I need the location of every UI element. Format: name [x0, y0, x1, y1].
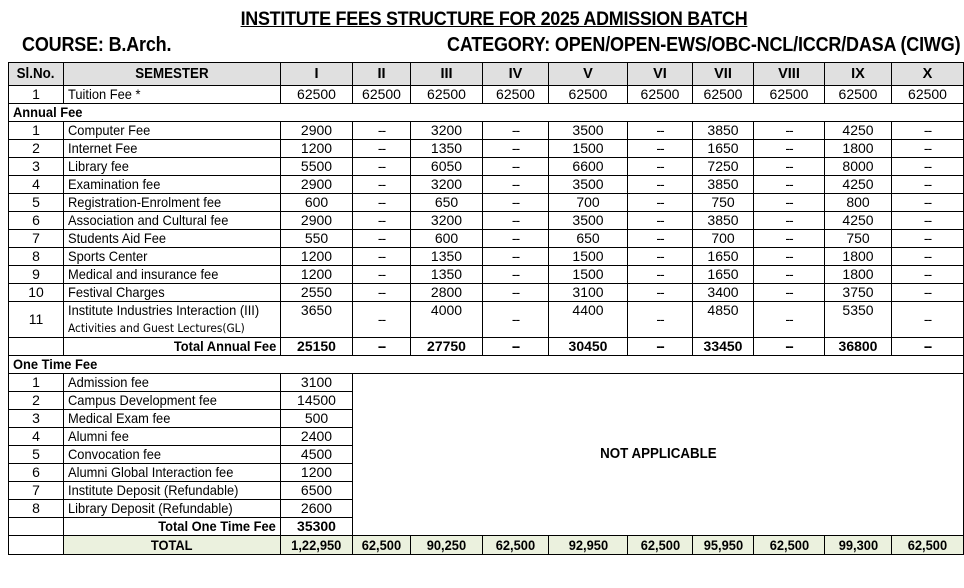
- fee-value: --: [892, 266, 964, 284]
- fee-label: Computer Fee: [64, 122, 281, 140]
- fee-value: 1500: [549, 248, 628, 266]
- total-annual-fee-row: [9, 338, 964, 356]
- annual-fee-row: [9, 212, 964, 230]
- fee-value: --: [754, 266, 825, 284]
- fee-value: 3850: [693, 122, 754, 140]
- fee-value: --: [892, 212, 964, 230]
- grand-total-value: 62,500: [754, 536, 825, 555]
- fee-value: --: [754, 140, 825, 158]
- fee-value: --: [628, 140, 693, 158]
- fee-label-line1: Institute Industries Interaction (III): [68, 302, 260, 318]
- sl-no: 5: [9, 194, 64, 212]
- fee-value: --: [483, 194, 549, 212]
- fee-value: 1350: [411, 140, 483, 158]
- fee-value: --: [754, 248, 825, 266]
- fee-value: --: [892, 248, 964, 266]
- annual-fee-row: [9, 176, 964, 194]
- fee-value: 4250: [825, 212, 892, 230]
- fee-value: 700: [693, 230, 754, 248]
- col-header-semester-iv: IV: [483, 63, 549, 86]
- fee-value: --: [483, 302, 549, 338]
- fee-value: 500: [281, 410, 353, 428]
- fee-value: 1650: [693, 248, 754, 266]
- fee-value: 2900: [281, 122, 353, 140]
- fee-value: --: [892, 194, 964, 212]
- annual-fee-row: [9, 230, 964, 248]
- annual-fee-row: [9, 122, 964, 140]
- col-header-semester-v: V: [549, 63, 628, 86]
- fee-value: 3850: [693, 212, 754, 230]
- fee-value: 700: [549, 194, 628, 212]
- document-title: INSTITUTE FEES STRUCTURE FOR 2025 ADMISSION BATCH: [240, 8, 748, 30]
- fee-value: --: [754, 230, 825, 248]
- fee-value: 1350: [411, 248, 483, 266]
- fee-value: 5350: [825, 302, 892, 338]
- fee-value: 8000: [825, 158, 892, 176]
- fee-value: --: [754, 176, 825, 194]
- fee-value: 1200: [281, 140, 353, 158]
- sl-no: 3: [9, 410, 64, 428]
- fee-value: 62500: [693, 86, 754, 104]
- fee-value: 4250: [825, 122, 892, 140]
- fee-value: --: [353, 194, 411, 212]
- fee-value: 62500: [549, 86, 628, 104]
- sl-no: 2: [9, 392, 64, 410]
- fee-value: --: [628, 284, 693, 302]
- one-time-fee-section-header: [9, 356, 964, 374]
- annual-fee-row: [9, 248, 964, 266]
- fee-value: --: [754, 212, 825, 230]
- sl-no: 8: [9, 500, 64, 518]
- grand-total-value: 90,250: [411, 536, 483, 555]
- fee-value: --: [754, 284, 825, 302]
- annual-fee-row: [9, 158, 964, 176]
- fee-value: 1200: [281, 248, 353, 266]
- annual-fee-row: [9, 194, 964, 212]
- annual-fee-row: [9, 302, 964, 338]
- sl-no: 4: [9, 428, 64, 446]
- annual-fee-row: [9, 284, 964, 302]
- fee-value: --: [892, 176, 964, 194]
- grand-total-value: 62,500: [628, 536, 693, 555]
- fee-value: 1500: [549, 140, 628, 158]
- fee-value: 62500: [892, 86, 964, 104]
- fee-label: Admission fee: [64, 374, 281, 392]
- fee-value: --: [353, 266, 411, 284]
- fee-value: 62500: [483, 86, 549, 104]
- fee-value: --: [628, 266, 693, 284]
- sl-no-empty: [9, 338, 64, 356]
- fee-value: 62500: [281, 86, 353, 104]
- sl-no: 2: [9, 140, 64, 158]
- fee-value: 5500: [281, 158, 353, 176]
- fee-value: 3200: [411, 122, 483, 140]
- fee-value: 3200: [411, 176, 483, 194]
- fee-value: 750: [825, 230, 892, 248]
- fee-label: Library fee: [64, 158, 281, 176]
- fee-value: --: [353, 230, 411, 248]
- fee-value: --: [892, 158, 964, 176]
- total-value: 27750: [411, 338, 483, 356]
- fee-value: 1350: [411, 266, 483, 284]
- fee-value: --: [483, 266, 549, 284]
- fee-value: 650: [549, 230, 628, 248]
- fee-value: 62500: [825, 86, 892, 104]
- fee-value: 1200: [281, 464, 353, 482]
- fee-value: --: [483, 158, 549, 176]
- fee-value: 3100: [281, 374, 353, 392]
- fee-value: --: [754, 194, 825, 212]
- total-value: 25150: [281, 338, 353, 356]
- fee-value: --: [353, 122, 411, 140]
- sl-no: 8: [9, 248, 64, 266]
- fee-value: 750: [693, 194, 754, 212]
- total-label: Total One Time Fee: [64, 518, 281, 536]
- fee-label: Medical Exam fee: [64, 410, 281, 428]
- fee-value: 2400: [281, 428, 353, 446]
- fee-label: Festival Charges: [64, 284, 281, 302]
- grand-total-label: TOTAL: [64, 536, 281, 555]
- sl-no: 7: [9, 230, 64, 248]
- fee-value: 1800: [825, 266, 892, 284]
- grand-total-value: 92,950: [549, 536, 628, 555]
- col-header-semester-iii: III: [411, 63, 483, 86]
- sl-no: 10: [9, 284, 64, 302]
- col-header-semester-vi: VI: [628, 63, 693, 86]
- fee-value: 1800: [825, 248, 892, 266]
- col-header-sl-no: Sl.No.: [9, 63, 64, 86]
- sl-no-empty: [9, 536, 64, 555]
- fee-value: 2900: [281, 212, 353, 230]
- fee-value: 3500: [549, 176, 628, 194]
- fee-value: --: [483, 140, 549, 158]
- fee-label: Registration-Enrolment fee: [64, 194, 281, 212]
- col-header-semester-ix: IX: [825, 63, 892, 86]
- fee-value: --: [628, 158, 693, 176]
- total-value: 33450: [693, 338, 754, 356]
- total-value: --: [628, 338, 693, 356]
- fee-value: --: [353, 212, 411, 230]
- course-label: COURSE: B.Arch.: [22, 34, 172, 56]
- fee-value: 6050: [411, 158, 483, 176]
- fee-value: 6500: [281, 482, 353, 500]
- sl-no: 6: [9, 212, 64, 230]
- fee-value: 1650: [693, 140, 754, 158]
- sl-no: 1: [9, 122, 64, 140]
- fee-value: 600: [411, 230, 483, 248]
- fee-value: --: [754, 122, 825, 140]
- fee-value: 4000: [411, 302, 483, 338]
- fee-value: 3100: [549, 284, 628, 302]
- sl-no: 11: [9, 302, 64, 338]
- sl-no: 9: [9, 266, 64, 284]
- fee-value: 600: [281, 194, 353, 212]
- total-value: --: [483, 338, 549, 356]
- fee-label: Association and Cultural fee: [64, 212, 281, 230]
- grand-total-value: 95,950: [693, 536, 754, 555]
- total-value: 30450: [549, 338, 628, 356]
- category-label: CATEGORY: OPEN/OPEN-EWS/OBC-NCL/ICCR/DASA (CIWG): [446, 34, 960, 56]
- grand-total-value: 99,300: [825, 536, 892, 555]
- fee-label: Library Deposit (Refundable): [64, 500, 281, 518]
- section-heading: One Time Fee: [9, 356, 964, 374]
- col-header-semester: SEMESTER: [64, 63, 281, 86]
- fee-value: 6600: [549, 158, 628, 176]
- col-header-semester-i: I: [281, 63, 353, 86]
- fee-value: 2600: [281, 500, 353, 518]
- sl-no: 4: [9, 176, 64, 194]
- fee-value: --: [892, 284, 964, 302]
- fee-value: 7250: [693, 158, 754, 176]
- fee-value: 550: [281, 230, 353, 248]
- fee-value: --: [628, 194, 693, 212]
- fee-value: --: [628, 212, 693, 230]
- annual-fee-row: [9, 266, 964, 284]
- one-time-fee-row: [9, 374, 964, 392]
- fee-value: --: [754, 158, 825, 176]
- fee-value: --: [483, 176, 549, 194]
- fee-value: --: [628, 302, 693, 338]
- fee-value: --: [628, 248, 693, 266]
- fee-value: 62500: [411, 86, 483, 104]
- col-header-semester-vii: VII: [693, 63, 754, 86]
- fee-value: --: [892, 122, 964, 140]
- fee-label: Tuition Fee *: [64, 86, 281, 104]
- fee-label: Medical and insurance fee: [64, 266, 281, 284]
- grand-total-value: 62,500: [892, 536, 964, 555]
- fee-value: --: [353, 284, 411, 302]
- annual-fee-section-header: [9, 104, 964, 122]
- fee-value: --: [353, 140, 411, 158]
- col-header-semester-viii: VIII: [754, 63, 825, 86]
- fee-value: --: [483, 122, 549, 140]
- fee-value: --: [754, 302, 825, 338]
- fee-value: --: [353, 302, 411, 338]
- sl-no: 1: [9, 86, 64, 104]
- fee-value: 3400: [693, 284, 754, 302]
- fee-value: 1200: [281, 266, 353, 284]
- fee-label: Alumni Global Interaction fee: [64, 464, 281, 482]
- fee-value: 3500: [549, 212, 628, 230]
- fee-label-line2: Activities and Guest Lectures(GL): [68, 321, 245, 335]
- fee-label: Alumni fee: [64, 428, 281, 446]
- fee-value: --: [892, 140, 964, 158]
- fee-value: --: [628, 122, 693, 140]
- fee-value: --: [628, 176, 693, 194]
- fee-label: Sports Center: [64, 248, 281, 266]
- sl-no: 3: [9, 158, 64, 176]
- fee-value: --: [483, 284, 549, 302]
- fee-value: 2800: [411, 284, 483, 302]
- sl-no: 5: [9, 446, 64, 464]
- fee-value: 4500: [281, 446, 353, 464]
- header-row: [9, 63, 964, 86]
- fee-value: --: [483, 248, 549, 266]
- fee-value: 1500: [549, 266, 628, 284]
- fee-value: 14500: [281, 392, 353, 410]
- grand-total-value: 62,500: [353, 536, 411, 555]
- fee-value: --: [892, 230, 964, 248]
- fee-label: Institute Deposit (Refundable): [64, 482, 281, 500]
- fee-label: Campus Development fee: [64, 392, 281, 410]
- fee-value: 3850: [693, 176, 754, 194]
- total-value: 36800: [825, 338, 892, 356]
- tuition-row: [9, 86, 964, 104]
- fee-value: 3750: [825, 284, 892, 302]
- annual-fee-row: [9, 140, 964, 158]
- fee-label: Examination fee: [64, 176, 281, 194]
- fee-value: 800: [825, 194, 892, 212]
- fee-label: Internet Fee: [64, 140, 281, 158]
- total-value: 35300: [281, 518, 353, 536]
- sl-no: 7: [9, 482, 64, 500]
- grand-total-value: 62,500: [483, 536, 549, 555]
- sl-no: 6: [9, 464, 64, 482]
- fee-value: 2900: [281, 176, 353, 194]
- col-header-semester-x: X: [892, 63, 964, 86]
- fee-value: 3200: [411, 212, 483, 230]
- fee-value: 1650: [693, 266, 754, 284]
- sl-no: 1: [9, 374, 64, 392]
- fee-value: --: [892, 302, 964, 338]
- grand-total-value: 1,22,950: [281, 536, 353, 555]
- fee-value: 62500: [353, 86, 411, 104]
- col-header-semester-ii: II: [353, 63, 411, 86]
- fee-value: 62500: [754, 86, 825, 104]
- not-applicable-cell: NOT APPLICABLE: [353, 374, 964, 536]
- fee-value: 62500: [628, 86, 693, 104]
- fee-value: --: [353, 176, 411, 194]
- fee-value: 4850: [693, 302, 754, 338]
- fee-value: 4250: [825, 176, 892, 194]
- fee-value: 3650: [281, 302, 353, 338]
- section-heading: Annual Fee: [9, 104, 964, 122]
- fee-value: 4400: [549, 302, 628, 338]
- fee-label: [64, 302, 281, 338]
- fee-value: --: [353, 158, 411, 176]
- fee-label: Students Aid Fee: [64, 230, 281, 248]
- total-label: Total Annual Fee: [64, 338, 281, 356]
- grand-total-row: [9, 536, 964, 555]
- fee-value: 2550: [281, 284, 353, 302]
- total-value: --: [353, 338, 411, 356]
- fee-value: 3500: [549, 122, 628, 140]
- total-value: --: [892, 338, 964, 356]
- fee-value: --: [353, 248, 411, 266]
- fee-value: --: [483, 212, 549, 230]
- fee-label: Convocation fee: [64, 446, 281, 464]
- sl-no-empty: [9, 518, 64, 536]
- fee-value: --: [483, 230, 549, 248]
- fee-value: --: [628, 230, 693, 248]
- fee-value: 650: [411, 194, 483, 212]
- total-value: --: [754, 338, 825, 356]
- fees-table: [8, 62, 964, 555]
- fee-value: 1800: [825, 140, 892, 158]
